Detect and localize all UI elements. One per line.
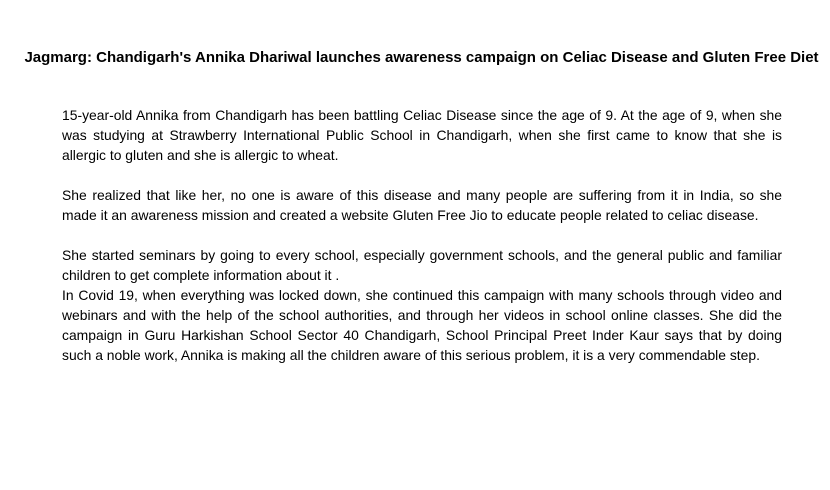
paragraph-spacer: [62, 165, 782, 185]
article-body: [62, 105, 782, 365]
paragraph-spacer: [62, 225, 782, 245]
paragraph-intro: 15-year-old Annika from Chandigarh has been battling Celiac Disease since the age of 9. At the age of 9, when she was studying at Strawberry International Public School in Chandigarh, when she first came to know that she is allergic to gluten and she is allergic to wheat.: [62, 107, 782, 163]
paragraph-covid: In Covid 19, when everything was locked down, she continued this campaign with many schools through video and webinars and with the help of the school authorities, and through her videos in school online classes. She did the campaign in Guru Harkishan School Sector 40 Chandigarh, School Principal Preet Inder Kaur says that by doing such a noble work, Annika is making all the children aware of this serious problem, it is a very commendable step.: [62, 287, 782, 363]
page-title: Jagmarg: Chandigarh's Annika Dhariwal launches awareness campaign on Celiac Disease and Gluten Free Diet: [24, 49, 819, 66]
paragraph-mission: She realized that like her, no one is aware of this disease and many people are suffering from it in India, so she made it an awareness mission and created a website Gluten Free Jio to educate people related to celiac disease.: [62, 187, 782, 223]
paragraph-seminars: She started seminars by going to every school, especially government schools, and the general public and familiar children to get complete information about it .: [62, 247, 782, 283]
